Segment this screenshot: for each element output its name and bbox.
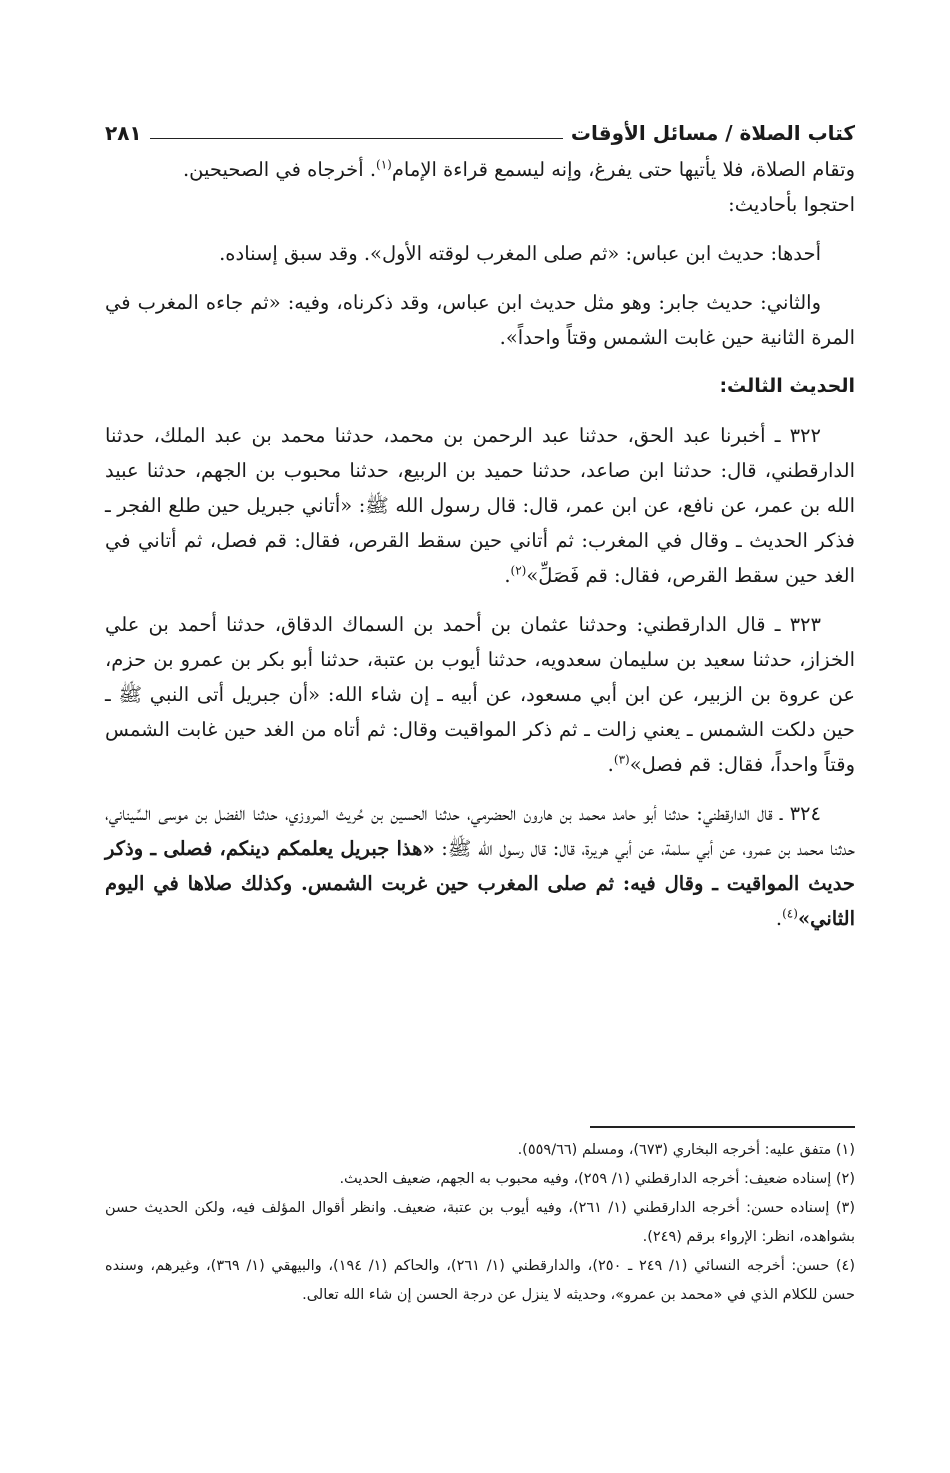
footnote-ref-3: (٣) bbox=[613, 752, 630, 767]
hadith-322: ٣٢٢ ـ أخبرنا عبد الحق، حدثنا عبد الرحمن بن محمد، حدثنا محمد بن عبد الملك، حدثنا الدارقطني، قال: حدثنا ابن صاعد، حدثنا حميد بن الربيع، حدثنا محبوب بن الجهم، حدثنا عبيد الله بن عمر، عن نافع، عن ابن عمر، قال: قال رسول الله ﷺ: «أتاني جبريل حين طلع الفجر ـ فذكر الحديث ـ وقال في المغرب: ثم أتاني حين سقط القرص، فقال: قم فصل، ثم أتاني في الغد حين سقط القرص، فقال: قم فَصَلِّ»$^{(٢)}$. bbox=[105, 424, 855, 587]
paragraph-2: احتجوا بأحاديث: bbox=[728, 193, 855, 216]
hadith-324-quote: «هذا جبريل يعلمكم دينكم، فصلى ـ وذكر حديث المواقيت ـ وقال فيه: ثم صلى المغرب حين غربت الشمس. وكذلك صلاها في اليوم الثاني» bbox=[105, 837, 855, 930]
hadith-322-text: ٣٢٢ ـ أخبرنا عبد الحق، حدثنا عبد الرحمن بن محمد، حدثنا محمد بن عبد الملك، حدثنا الدارقطني، قال: حدثنا ابن صاعد، حدثنا حميد بن الربيع، حدثنا محبوب بن الجهم، حدثنا عبيد الله بن عمر، عن نافع، عن ابن عمر، قال: قال رسول الله ﷺ: «أتاني جبريل حين طلع الفجر ـ فذكر الحديث ـ وقال في المغرب: ثم أتاني حين سقط القرص، فقال: قم فصل، ثم أتاني في الغد حين سقط القرص، فقال: قم فَصَلِّ» bbox=[105, 424, 855, 587]
paragraph-1 bbox=[105, 152, 855, 187]
body-text bbox=[105, 152, 855, 936]
page-number: ٢٨١ bbox=[105, 121, 142, 145]
page bbox=[105, 112, 855, 936]
section-heading: الحديث الثالث: bbox=[719, 375, 855, 397]
footnote-4: (٤) حسن: أخرجه النسائي (١/ ٢٤٩ ـ ٢٥٠)، والدارقطني (١/ ٢٦١)، والحاكم (١/ ١٩٤)، والبيهقي (١/ ٣٦٩)، وغيرهم، وسنده حسن للكلام الذي في «محمد بن عمرو»، وحديثه لا ينزل عن درجة الحسن إن شاء الله تعالى. bbox=[105, 1258, 856, 1303]
footnote-3: (٣) إسناده حسن: أخرجه الدارقطني (١/ ٢٦١)، وفيه أيوب بن عتبة، ضعيف. وانظر أقوال المؤلف فيه، ولكن الحديث حسن بشواهده، انظر: الإرواء برقم (٢٤٩). bbox=[105, 1200, 856, 1245]
footnote-ref-4: (٤) bbox=[782, 906, 798, 921]
hadith-324: ٣٢٤ ـ قال الدارقطني: حدثنا أبو حامد محمد بن هارون الحضرمي، حدثنا الحسين بن حُريث المروزي، حدثنا الفضل بن موسى السِّيناني، حدثنا محمد بن عمرو، عن أبي سلمة، عن أبي هريرة، قال: قال رسول الله ﷺ: «هذا جبريل يعلمكم دينكم، فصلى ـ وذكر حديث المواقيت ـ وقال فيه: ثم صلى المغرب حين غربت الشمس. وكذلك صلاها في اليوم الثاني»$^{(٤)}$. bbox=[105, 802, 855, 930]
running-header bbox=[105, 112, 855, 146]
header-title: كتاب الصلاة / مسائل الأوقات bbox=[570, 121, 855, 145]
paragraph-1-text: وتقام الصلاة، فلا يأتيها حتى يفرغ، وإنه ليسمع قراءة الإمام bbox=[391, 158, 855, 181]
footnote-2: (٢) إسناده ضعيف: أخرجه الدارقطني (١/ ٢٥٩)، وفيه محبوب به الجهم، ضعيف الحديث. bbox=[339, 1171, 855, 1187]
footnotes bbox=[105, 1108, 855, 1310]
hadith-323-text: ٣٢٣ ـ قال الدارقطني: وحدثنا عثمان بن أحمد بن السماك الدقاق، حدثنا أحمد بن علي الخزاز، حدثنا سعيد بن سليمان سعدويه، حدثنا أيوب بن عتبة، حدثنا أبو بكر بن عمرو بن حزم، عن عروة بن الزبير، عن ابن أبي مسعود، عن أبيه ـ إن شاء الله: «أن جبريل أتى النبي ﷺ ـ حين دلكت الشمس ـ يعني زالت ـ ثم ذكر المواقيت وقال: ثم أتاه من الغد حين غابت الشمس وقتاً واحداً، فقال: قم فصل» bbox=[105, 613, 855, 776]
footnote-1: (١) متفق عليه: أخرجه البخاري (٦٧٣)، ومسلم (٥٥٩/٦٦). bbox=[517, 1142, 855, 1158]
hadith-324-text: ٣٢٤ ـ قال الدارقطني: حدثنا أبو حامد محمد بن هارون الحضرمي، حدثنا الحسين بن حُريث المروزي، حدثنا الفضل بن موسى السِّيناني، حدثنا محمد بن عمرو، عن أبي سلمة، عن أبي هريرة، قال: قال رسول الله ﷺ: bbox=[105, 802, 855, 860]
paragraph-4: والثاني: حديث جابر: وهو مثل حديث ابن عباس، وقد ذكرناه، وفيه: «ثم جاءه المغرب في المرة الثانية حين غابت الشمس وقتاً واحداً». bbox=[105, 291, 855, 349]
paragraph-1-tail: . أخرجاه في الصحيحين. bbox=[182, 158, 377, 181]
footnote-ref-1: (١) bbox=[376, 157, 392, 172]
footnote-ref-2: (٢) bbox=[510, 563, 527, 578]
footnote-rule bbox=[590, 1126, 855, 1128]
hadith-323: ٣٢٣ ـ قال الدارقطني: وحدثنا عثمان بن أحمد بن السماك الدقاق، حدثنا أحمد بن علي الخزاز، حدثنا سعيد بن سليمان سعدويه، حدثنا أيوب بن عتبة، حدثنا أبو بكر بن عمرو بن حزم، عن عروة بن الزبير، عن ابن أبي مسعود، عن أبيه ـ إن شاء الله: «أن جبريل أتى النبي ﷺ ـ حين دلكت الشمس ـ يعني زالت ـ ثم ذكر المواقيت وقال: ثم أتاه من الغد حين غابت الشمس وقتاً واحداً، فقال: قم فصل»$^{(٣)}$. bbox=[105, 613, 855, 776]
header-rule bbox=[150, 138, 563, 139]
paragraph-3: أحدها: حديث ابن عباس: «ثم صلى المغرب لوقته الأول». وقد سبق إسناده. bbox=[219, 242, 821, 265]
